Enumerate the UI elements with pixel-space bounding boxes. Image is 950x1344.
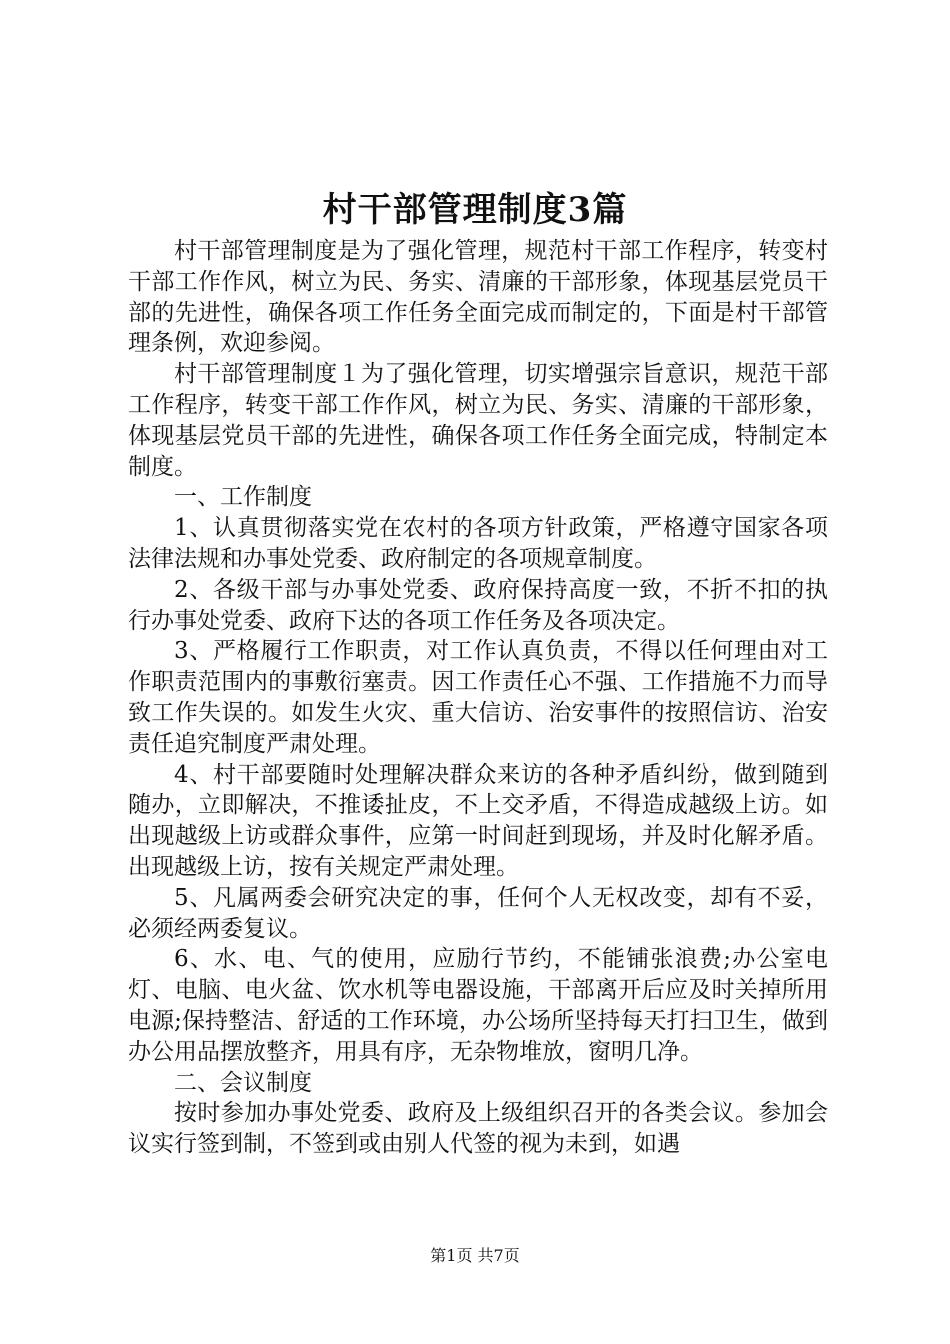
- paragraph-item-4: 4、村干部要随时处理解决群众来访的各种矛盾纠纷，做到随到随办，立即解决，不推诿扯皮，不上交矛盾，不得造成越级上访。如出现越级上访或群众事件，应第一时间赶到现场，并及时化解矛盾。出现越级上访，按有关规定严肃处理。: [128, 761, 828, 880]
- paragraph-item-2: 2、各级干部与办事处党委、政府保持高度一致，不折不扣的执行办事处党委、政府下达的各项工作任务及各项决定。: [128, 576, 828, 634]
- paragraph-system-1: 村干部管理制度１为了强化管理，切实增强宗旨意识，规范干部工作程序，转变干部工作作风，树立为民、务实、清廉的干部形象，体现基层党员干部的先进性，确保各项工作任务全面完成，特制定本制度。: [128, 361, 828, 480]
- section-heading-meeting-system: 二、会议制度: [174, 1069, 312, 1096]
- paragraph-item-3: 3、严格履行工作职责，对工作认真负责，不得以任何理由对工作职责范围内的事敷衍塞责。因工作责任心不强、工作措施不力而导致工作失误的。如发生火灾、重大信访、治安事件的按照信访、治安责任追究制度严肃处理。: [128, 638, 828, 757]
- section-heading-work-system: 一、工作制度: [174, 484, 312, 511]
- paragraph-intro: 村干部管理制度是为了强化管理，规范村干部工作程序，转变村干部工作作风，树立为民、务实、清廉的干部形象，体现基层党员干部的先进性，确保各项工作任务全面完成而制定的，下面是村干部管理条例，欢迎参阅。: [128, 238, 828, 357]
- paragraph-item-5: 5、凡属两委会研究决定的事，任何个人无权改变，却有不妥，必须经两委复议。: [128, 884, 828, 942]
- page-footer: 第1页 共7页: [430, 1246, 520, 1265]
- paragraph-meeting: 按时参加办事处党委、政府及上级组织召开的各类会议。参加会议实行签到制，不签到或由别人代签的视为未到，如遇: [128, 1100, 828, 1158]
- document-body: [128, 236, 828, 1160]
- paragraph-item-6: 6、水、电、气的使用，应励行节约，不能铺张浪费;办公室电灯、电脑、电火盆、饮水机等电器设施，干部离开后应及时关掉所用电源;保持整洁、舒适的工作环境，办公场所坚持每天打扫卫生，做到办公用品摆放整齐，用具有序，无杂物堆放，窗明几净。: [128, 946, 828, 1065]
- document-title: 村干部管理制度3篇: [322, 190, 628, 230]
- paragraph-item-1: 1、认真贯彻落实党在农村的各项方针政策，严格遵守国家各项法律法规和办事处党委、政府制定的各项规章制度。: [128, 515, 828, 572]
